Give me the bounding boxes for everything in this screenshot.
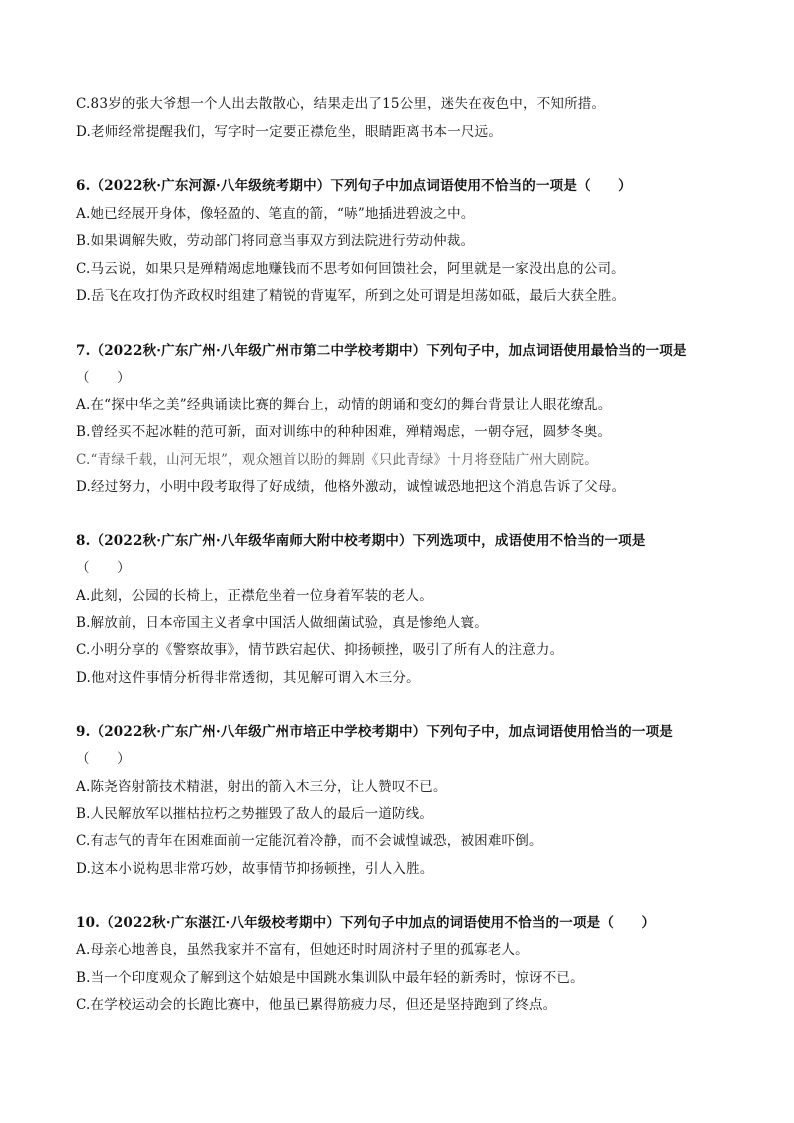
- option-line: A.此刻，公园的长椅上，正襟危坐着一位身着军装的老人。: [76, 588, 433, 604]
- question-stem: 10.（2022秋·广东湛江·八年级校考期中）下列句子中加点的词语使用不恰当的一项是（ ）: [76, 915, 656, 931]
- option-line: A.母亲心地善良，虽然我家并不富有，但她还时时周济村子里的孤寡老人。: [76, 942, 529, 958]
- answer-bracket: （ ）: [76, 370, 131, 386]
- option-line: D.经过努力，小明中段考取得了好成绩，他格外激动，诚惶诚恐地把这个消息告诉了父母。: [76, 479, 626, 495]
- option-line: C.83岁的张大爷想一个人出去散散心，结果走出了15公里，迷失在夜色中，不知所措。: [76, 96, 606, 112]
- question-stem: 9.（2022秋·广东广州·八年级广州市培正中学校考期中）下列句子中，加点词语使用恰当的一项是: [76, 724, 673, 740]
- option-line: B.人民解放军以摧枯拉朽之势摧毁了敌人的最后一道防线。: [76, 806, 434, 822]
- option-line: B.如果调解失败，劳动部门将同意当事双方到法院进行劳动仲裁。: [76, 233, 475, 249]
- answer-bracket: （ ）: [76, 560, 131, 576]
- option-line: C.“青绿千载，山河无垠”，观众翘首以盼的舞剧《只此青绿》十月将登陆广州大剧院。: [76, 452, 598, 468]
- answer-bracket: （ ）: [76, 751, 131, 767]
- option-line: D.岳飞在攻打伪齐政权时组建了精锐的背嵬军，所到之处可谓是坦荡如砥，最后大获全胜。: [76, 288, 626, 304]
- question-stem: 7.（2022秋·广东广州·八年级广州市第二中学校考期中）下列句子中，加点词语使用最恰当的一项是: [76, 343, 687, 359]
- option-line: A.她已经展开身体，像轻盈的、笔直的箭，“哧”地插进碧波之中。: [76, 206, 475, 222]
- question-stem: 8.（2022秋·广东广州·八年级华南师大附中校考期中）下列选项中，成语使用不恰当的一项是: [76, 533, 646, 549]
- option-line: A.陈尧咨射箭技术精湛，射出的箭入木三分，让人赞叹不已。: [76, 779, 447, 795]
- option-line: B.当一个印度观众了解到这个姑娘是中国跳水集训队中最年轻的新秀时，惊讶不已。: [76, 970, 584, 986]
- question-stem: 6.（2022秋·广东河源·八年级统考期中）下列句子中加点词语使用不恰当的一项是（ ）: [76, 178, 632, 194]
- option-line: C.小明分享的《警察故事》，情节跌宕起伏、抑扬顿挫，吸引了所有人的注意力。: [76, 642, 564, 658]
- option-line: D.这本小说构思非常巧妙，故事情节抑扬顿挫，引人入胜。: [76, 861, 434, 877]
- option-line: C.马云说，如果只是殚精竭虑地赚钱而不思考如何回馈社会，阿里就是一家没出息的公司。: [76, 261, 625, 277]
- option-line: B.解放前，日本帝国主义者拿中国活人做细菌试验，真是惨绝人寰。: [76, 615, 488, 631]
- option-line: C.在学校运动会的长跑比赛中，他虽已累得筋疲力尽，但还是坚持跑到了终点。: [76, 997, 557, 1013]
- option-line: C.有志气的青年在困难面前一定能沉着冷静，而不会诚惶诚恐，被困难吓倒。: [76, 833, 543, 849]
- option-line: A.在“探中华之美”经典诵读比赛的舞台上，动情的朗诵和变幻的舞台背景让人眼花缭乱。: [76, 397, 612, 413]
- option-line: D.他对这件事情分析得非常透彻，其见解可谓入木三分。: [76, 670, 420, 686]
- option-line: B.曾经买不起冰鞋的范可新，面对训练中的种种困难，殚精竭虑，一朝夺冠，圆梦冬奥。: [76, 424, 612, 440]
- option-line: D.老师经常提醒我们，写字时一定要正襟危坐，眼睛距离书本一尺远。: [76, 124, 503, 140]
